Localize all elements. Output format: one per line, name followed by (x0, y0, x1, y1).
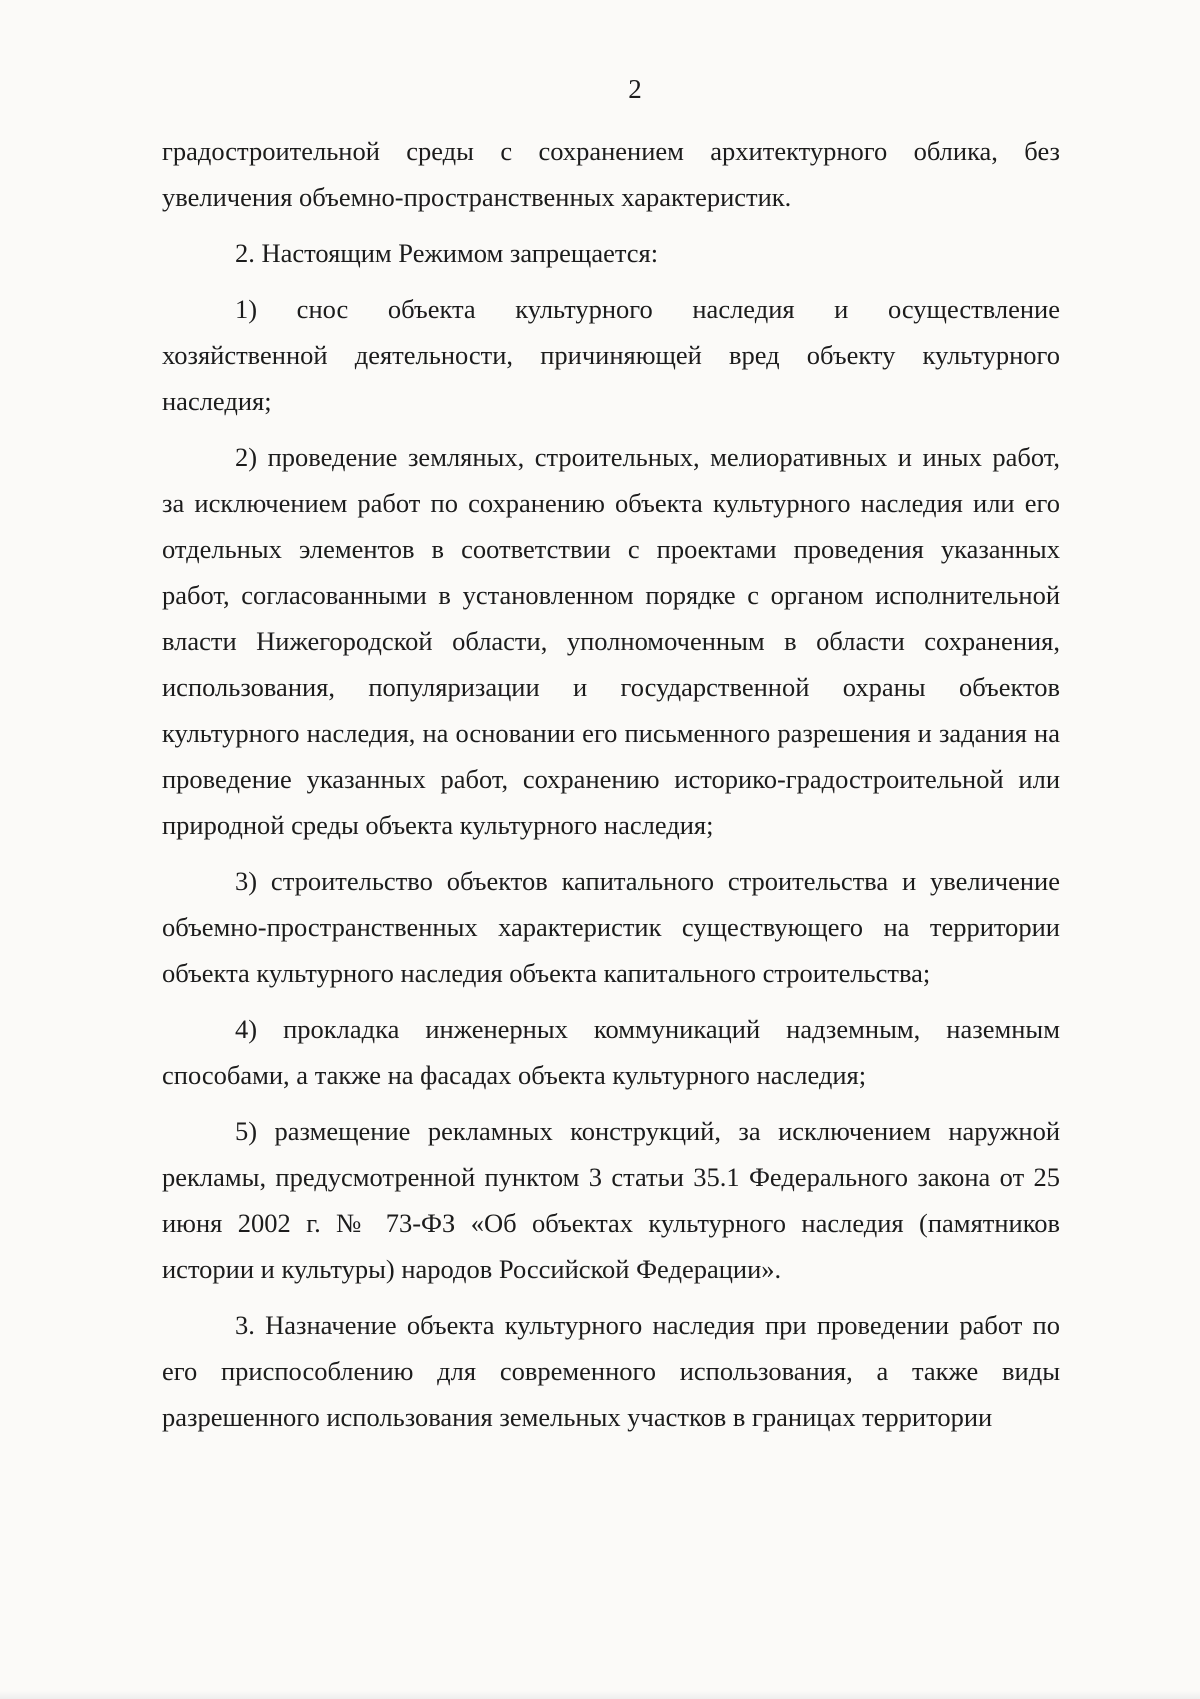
document-body (162, 128, 1060, 1450)
scan-edge-shadow (0, 1691, 1200, 1699)
paragraph-continuation: градостроительной среды с сохранением архитектурного облика, без увеличения объемно-пространственных характеристик. (162, 136, 1060, 212)
paragraph-item-4: 4) прокладка инженерных коммуникаций надземным, наземным способами, а также на фасадах объекта культурного наследия; (162, 1014, 1060, 1090)
paragraph-item-3: 3) строительство объектов капитального строительства и увеличение объемно-пространственных характеристик существующего на территории объекта культурного наследия объекта капитального строительства; (162, 866, 1060, 988)
paragraph-item-1: 1) снос объекта культурного наследия и осуществление хозяйственной деятельности, причиняющей вред объекту культурного наследия; (162, 294, 1060, 416)
paragraph-item-2: 2) проведение земляных, строительных, мелиоративных и иных работ, за исключением работ по сохранению объекта культурного наследия или его отдельных элементов в соответствии с проектами проведения указанных работ, согласованными в установленном порядке с органом исполнительной власти Нижегородской области, уполномоченным в области сохранения, использования, популяризации и государственной охраны объектов культурного наследия, на основании его письменного разрешения и задания на проведение указанных работ, сохранению историко-градостроительной или природной среды объекта культурного наследия; (162, 442, 1060, 840)
paragraph-clause-3: 3. Назначение объекта культурного наследия при проведении работ по его приспособлению для современного использования, а также виды разрешенного использования земельных участков в границах территории (162, 1310, 1060, 1432)
paragraph-item-5: 5) размещение рекламных конструкций, за исключением наружной рекламы, предусмотренной пунктом 3 статьи 35.1 Федерального закона от 25 июня 2002 г. № 73-ФЗ «Об объектах культурного наследия (памятников истории и культуры) народов Российской Федерации». (162, 1116, 1060, 1284)
paragraph-clause-2: 2. Настоящим Режимом запрещается: (235, 238, 659, 268)
page-number: 2 (628, 74, 642, 104)
